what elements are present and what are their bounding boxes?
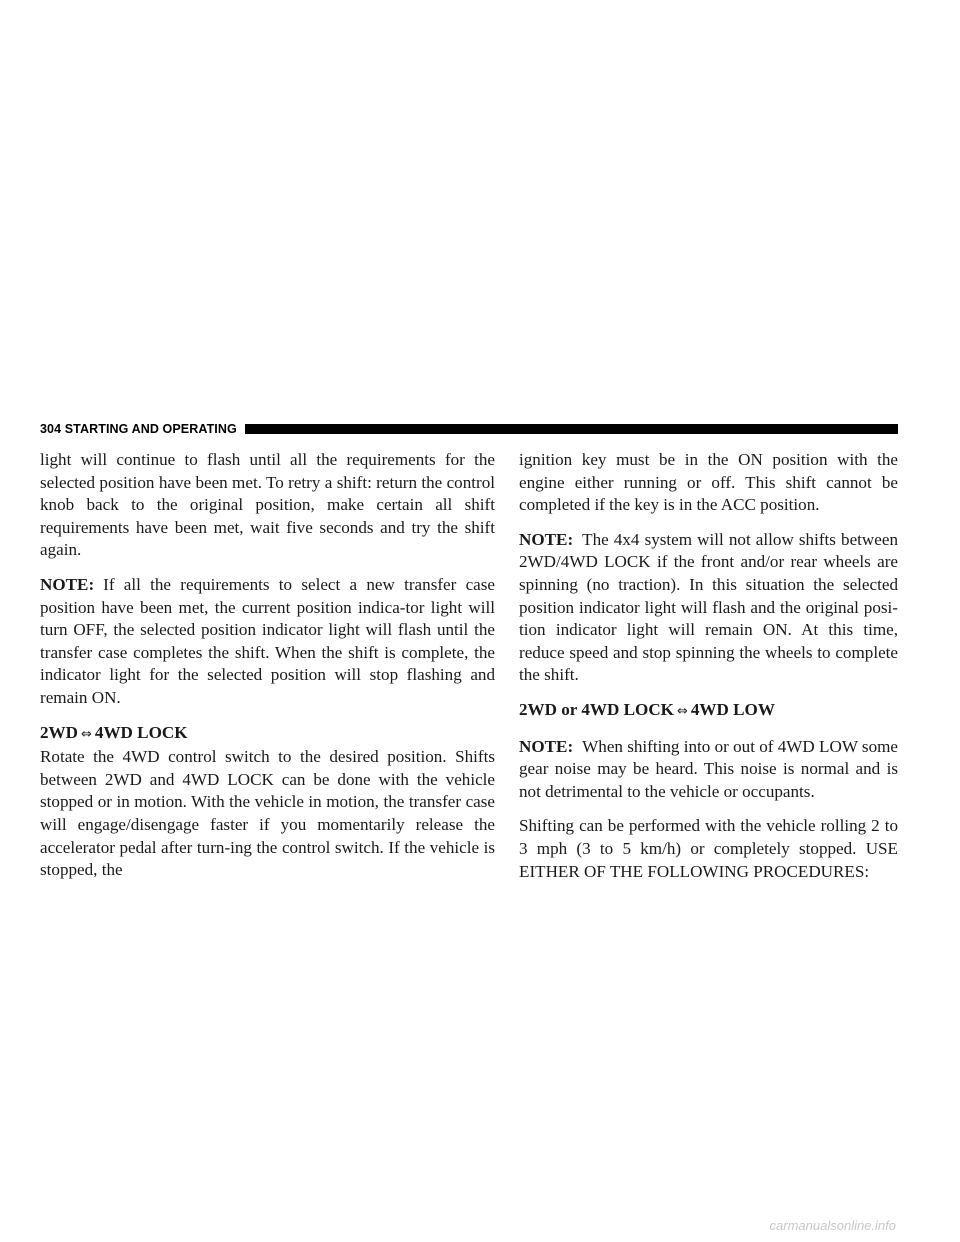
note-label: NOTE: [519, 736, 574, 756]
watermark: carmanualsonline.info [769, 1218, 896, 1233]
note-label: NOTE: [519, 529, 574, 549]
heading-part-b: 4WD LOW [690, 699, 775, 719]
left-column [40, 449, 495, 894]
paragraph-flash-retry: light will continue to flash until all the requirements for the selected position have been met. To retry a shift: return the control knob back to the original position, make certain all shift requirements have been met, wait five seconds and try the shift again. [40, 450, 495, 560]
paragraph-rotate-switch: Rotate the 4WD control switch to the desired position. Shifts between 2WD and 4WD LOCK can be done with the vehicle stopped or in motion. With the vehicle in motion, the transfer case will engage/disengage faster if you momentarily release the accelerator pedal after turn-ing the control switch. If the vehicle is stopped, the [40, 747, 495, 880]
note-no-traction [519, 529, 898, 687]
double-arrow-icon: ⇔ [81, 726, 92, 742]
note-text: The 4x4 system will not allow shifts between 2WD/4WD LOCK if the front and/or rear wheels are spinning (no traction). In this situation the selected position indicator light will flash and the original posi-tion indicator light will remain ON. At this time, reduce speed and stop spinning the wheels to complete the shift. [519, 529, 898, 685]
note-transfer-requirements [40, 574, 495, 710]
note-text: If all the requirements to select a new transfer case position have been met, the current position indica-tor light will turn OFF, the selected position indicator light will flash until the transfer case completes the shift. When the shift is complete, the indicator light for the selected position will stop flashing and remain ON. [40, 574, 495, 707]
note-gear-noise [519, 736, 898, 804]
heading-2wd-4wd-low [519, 699, 898, 724]
header-rule [245, 424, 898, 434]
note-text: When shifting into or out of 4WD LOW some gear noise may be heard. This noise is normal and is not detrimental to the vehicle or occupants. [519, 736, 899, 801]
page-header [40, 421, 898, 437]
paragraph-ignition-key: ignition key must be in the ON position with the engine either running or off. This shift cannot be completed if the key is in the ACC position. [519, 450, 898, 515]
heading-2wd-4wd-lock [40, 722, 495, 747]
note-label: NOTE: [40, 574, 95, 594]
heading-part-b: 4WD LOCK [94, 722, 188, 742]
page-number-section-title: 304 STARTING AND OPERATING [40, 422, 237, 436]
paragraph-shifting-speed: Shifting can be performed with the vehicle rolling 2 to 3 mph (3 to 5 km/h) or completely stopped. USE EITHER OF THE FOLLOWING PROCEDURES: [519, 816, 898, 881]
heading-part-a: 2WD [40, 722, 78, 742]
double-arrow-icon: ⇔ [676, 703, 688, 719]
right-column [519, 449, 898, 895]
heading-part-a: 2WD or 4WD LOCK [519, 699, 674, 719]
